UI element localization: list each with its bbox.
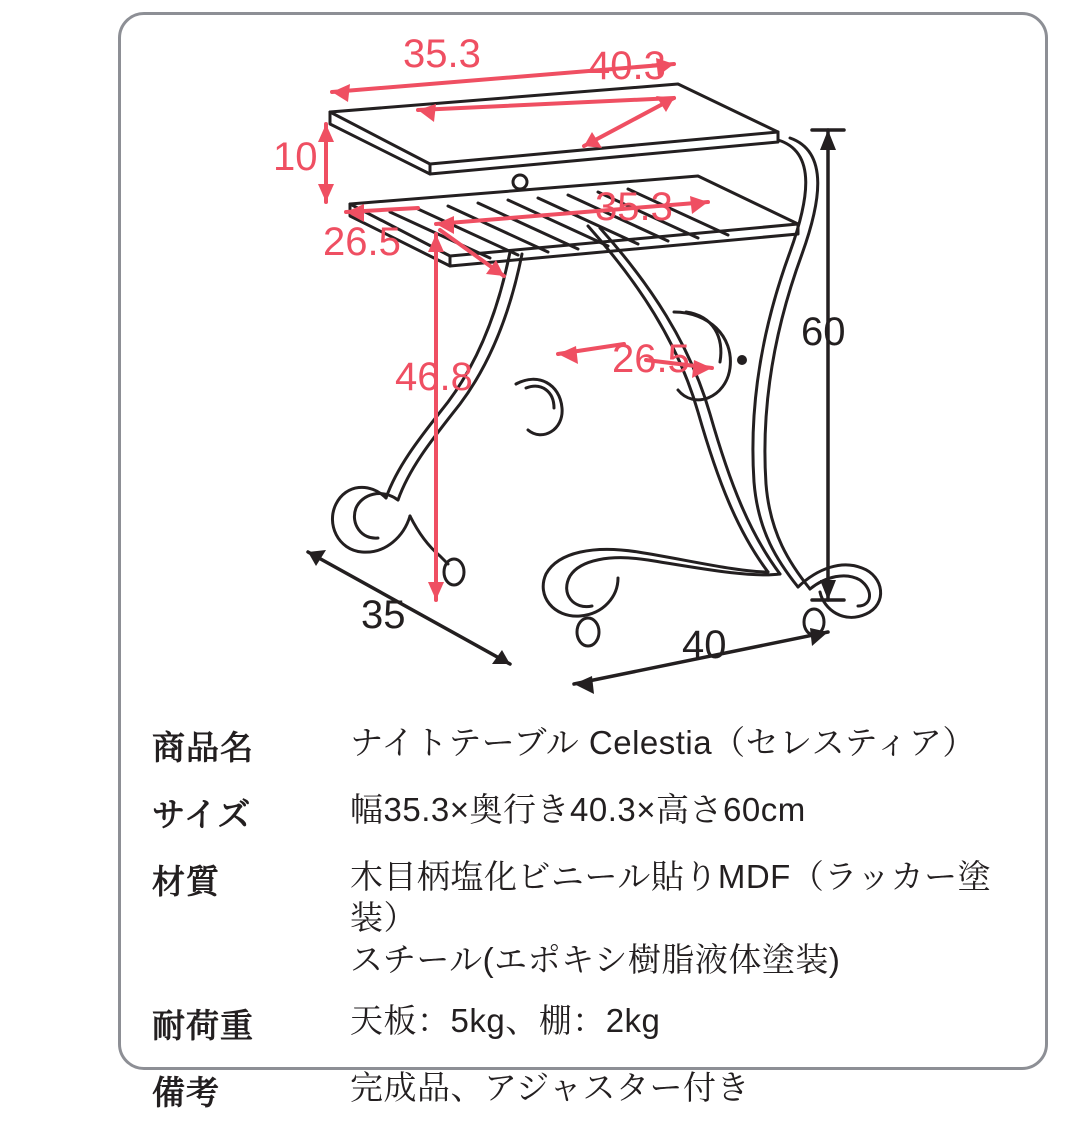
dimension-label-base-depth: 35: [361, 593, 406, 637]
spec-value-material: [332, 846, 1032, 990]
dimension-label-shelf-height: 46.8: [395, 355, 473, 399]
specification-table: [152, 712, 1032, 1124]
spec-value-product-name: [332, 712, 1032, 779]
spec-value-line: スチール(エポキシ樹脂液体塗装): [350, 940, 841, 978]
spec-value-remarks: [332, 1057, 1032, 1124]
table-row: [152, 779, 1032, 846]
table-row: [152, 846, 1032, 990]
product-dimension-diagram: [118, 12, 1048, 702]
spec-label-remarks: 備考: [152, 1073, 220, 1111]
table-row: [152, 990, 1032, 1057]
table-row: [152, 712, 1032, 779]
spec-value-load-capacity: [332, 990, 1032, 1057]
dimension-label-top-to-shelf: 10: [273, 135, 318, 179]
table-row: [152, 1057, 1032, 1124]
spec-value-line: 木目柄塩化ビニール貼りMDF（ラッカー塗装）: [350, 858, 992, 937]
spec-value-line: ナイトテーブル Celestia（セレスティア）: [350, 724, 976, 761]
spec-label-size: サイズ: [152, 796, 252, 833]
spec-label-load-capacity: 耐荷重: [152, 1006, 254, 1044]
dimension-label-top-width: 35.3: [403, 32, 481, 76]
spec-label-material: 材質: [152, 863, 220, 900]
dimension-label-shelf-depth: 26.5: [323, 220, 401, 264]
dimension-label-top-depth: 40.3: [588, 44, 666, 88]
spec-value-line: 完成品、アジャスター付き: [350, 1068, 751, 1106]
dimension-label-base-width: 40: [682, 623, 727, 667]
spec-label-product-name: 商品名: [152, 729, 254, 766]
dimension-label-shelf-width: 35.3: [595, 185, 673, 229]
spec-value-line: 天板：5kg、棚：2kg: [350, 1001, 661, 1039]
table-line-drawing: [118, 12, 1048, 702]
dimension-label-lower-depth: 26.5: [612, 337, 690, 381]
spec-value-size: [332, 779, 1032, 846]
dimension-label-overall-height: 60: [801, 310, 846, 354]
spec-value-line: 幅35.3×奥行き40.3×高さ60cm: [350, 791, 806, 828]
